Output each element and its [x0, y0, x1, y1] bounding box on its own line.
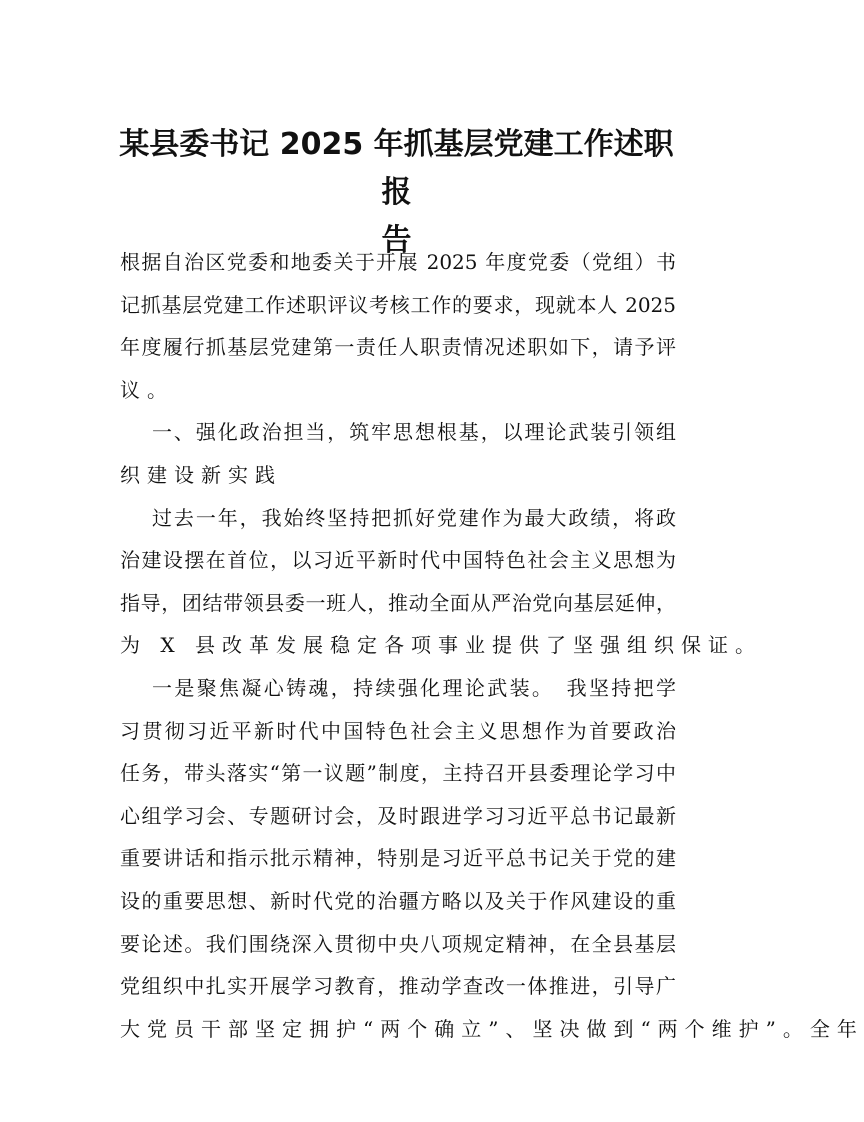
document-body [120, 241, 864, 1050]
title-line-2: 告 [381, 223, 412, 258]
text-line: 过去一年，我始终坚持把抓好党建作为最大政绩，将政 [152, 505, 676, 530]
text-line: 心组学习会、专题研讨会，及时跟进学习习近平总书记最新 [120, 803, 676, 828]
text-line: 习贯彻习近平新时代中国特色社会主义思想作为首要政治 [120, 718, 676, 743]
paragraph [120, 667, 864, 1050]
paragraph [120, 497, 762, 667]
text-line: 议。 [120, 377, 174, 402]
text-line: 治建设摆在首位，以习近平新时代中国特色社会主义思想为 [120, 548, 676, 573]
text-line: 一是聚焦凝心铸魂，持续强化理论武装。 我坚持把学 [152, 675, 676, 700]
text-line: 为 X 县改革发展稳定各项事业提供了坚强组织保证。 [120, 633, 762, 658]
paragraph [120, 411, 676, 496]
text-line: 要论述。我们围绕深入贯彻中央八项规定精神，在全县基层 [120, 931, 676, 956]
text-line: 织建设新实践 [120, 462, 282, 487]
paragraph [120, 241, 676, 411]
text-line: 任务，带头落实“第一议题”制度，主持召开县委理论学习中 [120, 761, 676, 786]
text-line: 设的重要思想、新时代党的治疆方略以及关于作风建设的重 [120, 888, 676, 913]
text-line: 年度履行抓基层党建第一责任人职责情况述职如下，请予评 [120, 335, 676, 360]
text-line: 记抓基层党建工作述职评议考核工作的要求，现就本人 2025 [120, 292, 676, 317]
text-line: 大党员干部坚定拥护“两个确立”、坚决做到“两个维护”。全年 [120, 1016, 864, 1041]
text-line: 根据自治区党委和地委关于开展 2025 年度党委（党组）书 [120, 250, 676, 274]
text-line: 一、强化政治担当，筑牢思想根基，以理论武装引领组 [152, 420, 676, 445]
title-line-1: 某县委书记 2025 年抓基层党建工作述职报 [119, 127, 674, 210]
text-line: 党组织中扎实开展学习教育，推动学查改一体推进，引导广 [120, 974, 676, 999]
text-line: 重要讲话和指示批示精神，特别是习近平总书记关于党的建 [120, 846, 676, 871]
text-line: 指导，团结带领县委一班人，推动全面从严治党向基层延伸， [120, 590, 676, 615]
